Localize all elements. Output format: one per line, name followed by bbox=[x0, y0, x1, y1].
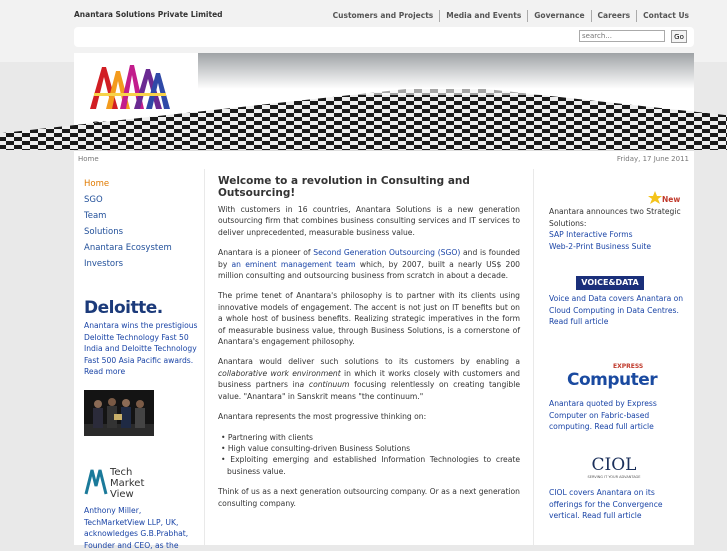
breadcrumb-bar bbox=[74, 150, 694, 169]
philosophy-paragraph: The prime tenet of Anantara's philosophy is to partner with its clients using innovative models of engagement. The accent is not just on IT benefits but on a whole host of business benefits. Realizing strategic imperatives in the form of measurable business value, through Business Solutions, is a cornerstone of Anantara's engagement philosophy. bbox=[218, 291, 520, 347]
deloitte-logo[interactable]: Deloitte. bbox=[84, 298, 163, 318]
top-nav bbox=[327, 10, 695, 22]
nav-contact-us[interactable]: Contact Us bbox=[636, 10, 695, 22]
banner bbox=[74, 53, 694, 150]
current-date: Friday, 17 June 2011 bbox=[616, 155, 689, 163]
techmarketview-news-link[interactable]: Anthony Miller, TechMarketView LLP, UK, acknowledges G.B.Prabhat, Founder and CEO, as the bbox=[84, 506, 189, 550]
main-body bbox=[218, 204, 520, 518]
sidebar-item-team[interactable]: Team bbox=[84, 211, 107, 221]
sidebar-item-solutions[interactable]: Solutions bbox=[84, 227, 124, 237]
intro-paragraph: With customers in 16 countries, Anantara Solutions is a new generation outsourcing firm that combines business consulting services and IT services to deliver unprecedented, measurable business value. bbox=[218, 205, 520, 237]
voice-and-data-logo[interactable]: VOICE&DATA bbox=[576, 276, 644, 290]
sap-forms-link[interactable]: SAP Interactive Forms bbox=[549, 230, 633, 239]
new-badge-text: New bbox=[662, 195, 681, 204]
svg-text:Market: Market bbox=[110, 478, 145, 489]
list-item: • Exploiting emerging and established Information Technologies to create business value. bbox=[227, 454, 520, 477]
nav-careers[interactable]: Careers bbox=[591, 10, 637, 22]
breadcrumb-home[interactable]: Home bbox=[78, 155, 99, 163]
new-star-icon bbox=[648, 190, 681, 206]
logo-mark-icon bbox=[90, 65, 170, 109]
deloitte-news-link[interactable]: Anantara wins the prestigious Deloitte Technology Fast 50 India and Deloitte Technology Fast 500 Asia Pacific awards. Read more bbox=[84, 321, 198, 377]
banner-checkerboard-image bbox=[198, 53, 694, 150]
thinking-list bbox=[218, 432, 520, 478]
sidebar-menu bbox=[84, 176, 172, 272]
sidebar-item-home[interactable]: Home bbox=[84, 179, 110, 189]
pioneer-paragraph: Anantara is a pioneer of Second Generation Outsourcing (SGO) and is founded by an eminent management team which, by 2007, built a nearly US$ 200 million consulting and outsourcing business from scratch in about a decade. bbox=[218, 248, 521, 281]
company-name: Anantara Solutions Private Limited bbox=[74, 10, 223, 19]
ciol-logo[interactable]: CIOL SERVING IT YOUR ADVANTAGE bbox=[587, 455, 641, 479]
sgo-link[interactable]: Second Generation Outsourcing (SGO) bbox=[313, 248, 461, 258]
main-content bbox=[205, 168, 533, 545]
sidebar-item-anantara-ecosystem[interactable]: Anantara Ecosystem bbox=[84, 243, 172, 253]
web2print-link[interactable]: Web-2-Print Business Suite bbox=[549, 242, 652, 251]
search-go-button[interactable]: Go bbox=[671, 30, 687, 43]
svg-text:View: View bbox=[110, 489, 134, 500]
progressive-paragraph: Anantara represents the most progressive thinking on: bbox=[218, 412, 427, 422]
list-item: • Partnering with clients bbox=[227, 432, 520, 443]
left-sidebar bbox=[74, 168, 204, 550]
express-computer-news-link[interactable]: Anantara quoted by Express Computer on Fabric-based computing. Read full article bbox=[549, 399, 657, 432]
sidebar-item-sgo[interactable]: SGO bbox=[84, 195, 103, 205]
award-photo[interactable] bbox=[84, 390, 154, 436]
list-item: • High value consulting-driven Business Solutions bbox=[227, 443, 520, 454]
ciol-news-link[interactable]: CIOL covers Anantara on its offerings for the Convergence vertical. Read full article bbox=[549, 488, 663, 521]
management-team-link[interactable]: an eminent management team bbox=[231, 259, 356, 269]
nav-media-and-events[interactable]: Media and Events bbox=[439, 10, 527, 22]
closing-paragraph: Think of us as a next generation outsourcing company. Or as a next generation consulting company. bbox=[218, 487, 520, 508]
announcement-text: Anantara announces two Strategic Solutions: bbox=[549, 207, 681, 228]
page-title: Welcome to a revolution in Consulting and Outsourcing! bbox=[218, 175, 470, 199]
search-input[interactable] bbox=[579, 30, 665, 42]
search-bar bbox=[74, 27, 694, 47]
techmarketview-logo[interactable] bbox=[84, 464, 150, 502]
right-sidebar bbox=[534, 168, 694, 545]
nav-customers-and-projects[interactable]: Customers and Projects bbox=[332, 11, 434, 20]
sidebar-item-investors[interactable]: Investors bbox=[84, 259, 124, 269]
nav-governance[interactable]: Governance bbox=[527, 10, 590, 22]
voice-and-data-news-link[interactable]: Voice and Data covers Anantara on Cloud Computing in Data Centres. Read full article bbox=[549, 294, 684, 327]
svg-text:Tech: Tech bbox=[110, 467, 133, 478]
delivery-paragraph: Anantara would deliver such solutions to its customers by enabling a collaborative work environment in which it works closely with customers and business partners ina continuum focusing relentlessly on creating tangible value. "Anantara" in Sanskrit means "the continuum." bbox=[218, 357, 521, 401]
express-computer-logo[interactable]: EXPRESS Computer bbox=[567, 363, 658, 390]
